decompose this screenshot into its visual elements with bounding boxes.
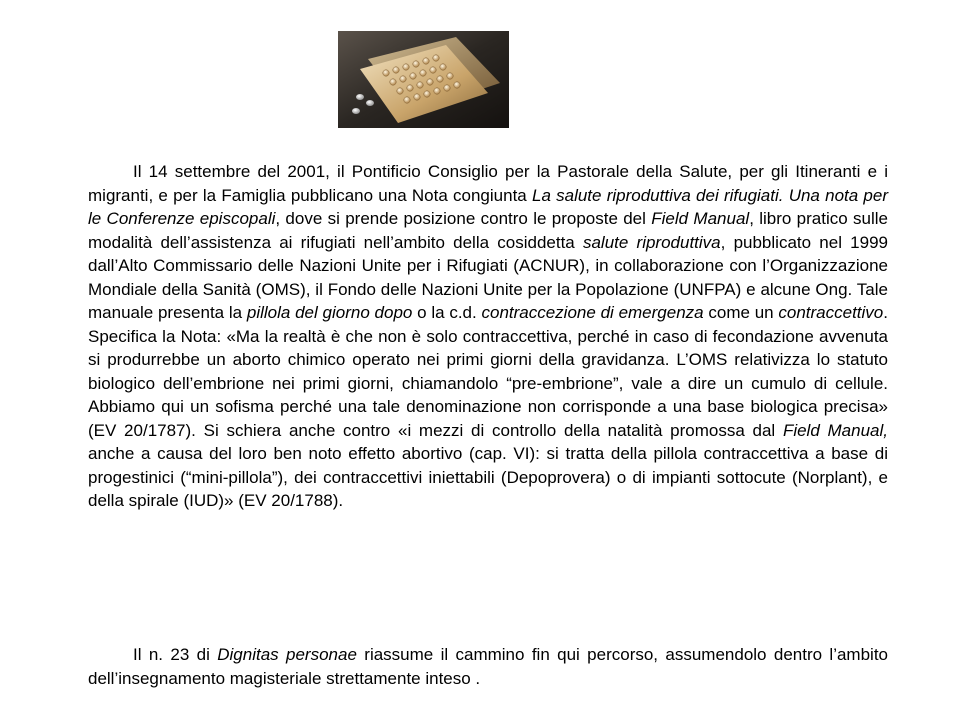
text-run: riassume il cammino fin qui percorso, assumendolo dentro l’ambito dell’insegnamento magisteriale strettamente inteso . xyxy=(88,645,889,688)
italic-salute-riproduttiva: salute riproduttiva xyxy=(582,232,721,252)
body-paragraph-2 xyxy=(88,643,888,690)
text-run: anche a causa del loro ben noto effetto abortivo (cap. VI): si tratta della pillola contraccettiva a base di progestinici (“mini-pillola”), dei contraccettivi iniettabili (Depoprovera) o di impianti sottocute (Norplant), e della spirale (IUD)» (EV 20/1788). xyxy=(88,444,888,510)
text-run: come un xyxy=(703,303,779,322)
text-run: , dove si prende posizione contro le proposte del xyxy=(275,209,652,228)
text-run: , pubblicato nel 1999 dall’Alto Commissario delle Nazioni Unite per i Rifugiati (ACNUR), in collaborazione con l’Organizzazione Mondiale della Sanità (OMS), il Fondo delle Nazioni Unite per la Popolazione (UNFPA) e alcune Ong. Tale manuale presenta la xyxy=(88,232,888,322)
pill-blister-photo xyxy=(338,31,509,128)
italic-title-salute-riproduttiva: La salute riproduttiva dei rifugiati. Una nota per le Conferenze episcopali xyxy=(88,185,889,228)
italic-field-manual: Field Manual xyxy=(651,209,750,228)
text-run: Il 14 settembre del 2001, il Pontificio Consiglio per la Pastorale della Salute, per gli Itineranti e i migranti, e per la Famiglia pubblicano una Nota congiunta xyxy=(88,162,888,205)
pill-blister-illustration xyxy=(338,31,509,128)
italic-contraccezione-emergenza: contraccezione di emergenza xyxy=(481,303,704,322)
italic-field-manual-2: Field Manual, xyxy=(782,420,888,440)
italic-pillola-giorno-dopo: pillola del giorno dopo xyxy=(246,303,413,322)
text-run: . Specifica la Nota: «Ma la realtà è che non è solo contraccettiva, perché in caso di fecondazione avvenuta si produrrebbe un aborto chimico operato nei primi giorni della gravidanza. L’OMS relativizza lo statuto biologico dell’embrione nei primi giorni, chiamandolo “pre-embrione”, vale a dire un cumulo di cellule. Abbiamo qui un sofisma perché una tale denominazione non corrisponde a una base biologica precisa» (EV 20/1787). Si schiera anche contro «i mezzi di controllo della natalità promossa dal xyxy=(88,303,888,440)
text-run: o la c.d. xyxy=(412,303,482,322)
text-run: Il n. 23 di xyxy=(133,645,218,664)
italic-contraccettivo: contraccettivo xyxy=(778,303,884,322)
text-run: , libro pratico sulle modalità dell’assistenza ai rifugiati nell’ambito della cosiddetta xyxy=(88,209,888,252)
italic-dignitas-personae: Dignitas personae xyxy=(217,645,357,664)
body-paragraph-1 xyxy=(88,160,888,513)
